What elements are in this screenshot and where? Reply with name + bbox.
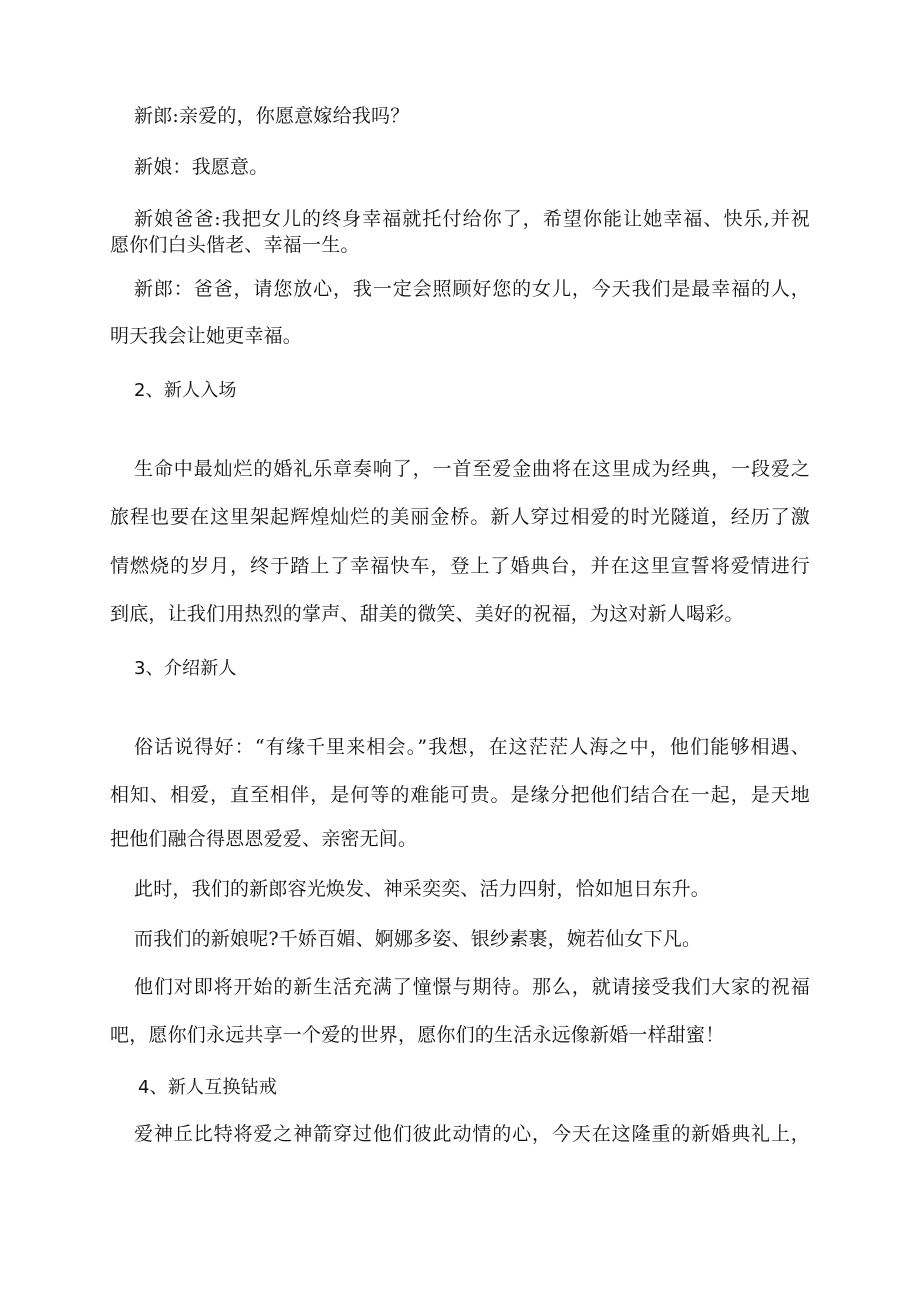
paragraph-entrance-line-1: 生命中最灿烂的婚礼乐章奏响了，一首至爱金曲将在这里成为经典，一段爱之 <box>134 458 810 480</box>
dialogue-groom-reply-line-1: 新郎：爸爸，请您放心，我一定会照顾好您的女儿，今天我们是最幸福的人， <box>134 278 810 300</box>
dialogue-bride-father-line-2: 愿你们白头偕老、幸福一生。 <box>110 234 360 256</box>
paragraph-groom-description: 此时，我们的新郎容光焕发、神采奕奕、活力四射，恰如旭日东升。 <box>134 878 711 900</box>
paragraph-blessing-line-1: 他们对即将开始的新生活充满了憧憬与期待。那么，就请接受我们大家的祝福 <box>134 976 810 998</box>
paragraph-entrance-line-4: 到底，让我们用热烈的掌声、甜美的微笑、美好的祝福，为这对新人喝彩。 <box>110 603 744 625</box>
section-heading-2: 2、新人入场 <box>134 380 237 401</box>
dialogue-groom-reply-line-2: 明天我会让她更幸福。 <box>110 325 303 347</box>
paragraph-intro-line-1: 俗话说得好：“有缘千里来相会。”我想，在这茫茫人海之中，他们能够相遇、 <box>134 736 810 758</box>
section-heading-3: 3、介绍新人 <box>134 658 237 679</box>
dialogue-groom-proposal: 新郎:亲爱的，你愿意嫁给我吗？ <box>134 105 410 127</box>
paragraph-entrance-line-2: 旅程也要在这里架起辉煌灿烂的美丽金桥。新人穿过相爱的时光隧道，经历了激 <box>110 506 810 528</box>
dialogue-bride-father-line-1: 新娘爸爸:我把女儿的终身幸福就托付给你了，希望你能让她幸福、快乐,并祝 <box>134 208 810 230</box>
paragraph-ring-line-1: 爱神丘比特将爱之神箭穿过他们彼此动情的心，今天在这隆重的新婚典礼上， <box>134 1123 810 1145</box>
dialogue-bride-answer: 新娘：我愿意。 <box>134 156 269 178</box>
paragraph-intro-line-2: 相知、相爱，直至相伴，是何等的难能可贵。是缘分把他们结合在一起，是天地 <box>110 784 810 806</box>
paragraph-blessing-line-2: 吧，愿你们永远共享一个爱的世界，愿你们的生活永远像新婚一样甜蜜！ <box>110 1024 725 1046</box>
section-heading-4: 4、新人互换钻戒 <box>138 1077 278 1098</box>
paragraph-entrance-line-3: 情燃烧的岁月，终于踏上了幸福快车，登上了婚典台，并在这里宣誓将爱情进行 <box>110 555 810 577</box>
paragraph-bride-description: 而我们的新娘呢?千娇百媚、婀娜多姿、银纱素裹，婉若仙女下凡。 <box>134 928 702 950</box>
paragraph-intro-line-3: 把他们融合得恩恩爱爱、亲密无间。 <box>110 828 418 850</box>
